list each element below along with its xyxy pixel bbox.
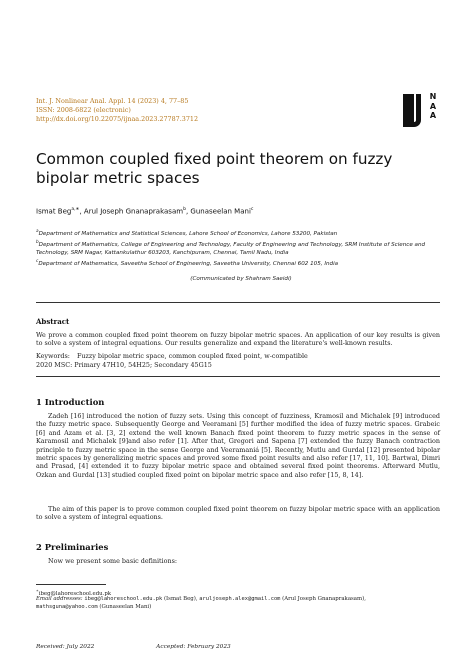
keywords-label: Keywords: bbox=[36, 352, 70, 360]
author-name: , Gunaseelan Mani bbox=[185, 207, 251, 216]
logo-letters: N A A bbox=[429, 92, 437, 120]
corresponding-author-note: ∗ibeg@lahoreschool.edu.pk bbox=[36, 588, 112, 597]
footnote-rule bbox=[36, 584, 106, 585]
author-superscript: b bbox=[183, 207, 186, 212]
divider bbox=[36, 376, 440, 377]
email-link[interactable]: ibeg@lahoreschool.edu.pk bbox=[84, 596, 163, 602]
abstract-text: We prove a common coupled fixed point theorem on fuzzy bipolar metric spaces. An application of our key results is given to solve a system of integral equations. Our results generalize and expand the literature's well-known results. bbox=[36, 331, 440, 348]
msc-classification: 2020 MSC: Primary 47H10, 54H25; Secondary 45G15 bbox=[36, 361, 212, 369]
intro-paragraph-2: The aim of this paper is to prove common coupled fixed point theorem on fuzzy bipolar metric space with an application to solve a system of integral equations. bbox=[36, 505, 440, 522]
preliminaries-paragraph: Now we present some basic definitions: bbox=[48, 557, 178, 565]
divider bbox=[36, 302, 440, 303]
keywords-list: Fuzzy bipolar metric space, common coupled fixed point, w-compatible bbox=[76, 352, 308, 360]
publication-dates bbox=[36, 644, 440, 650]
author-list bbox=[36, 207, 446, 215]
journal-issn: ISSN: 2008-6822 (electronic) bbox=[36, 106, 131, 115]
journal-doi-link[interactable]: http://dx.doi.org/10.22075/ijnaa.2023.27787.3712 bbox=[36, 115, 199, 124]
abstract-heading: Abstract bbox=[36, 317, 70, 326]
author-superscript: a,∗ bbox=[71, 207, 80, 212]
logo-mark-curve bbox=[409, 94, 421, 127]
journal-citation: Int. J. Nonlinear Anal. Appl. 14 (2023) 4, 77–85 bbox=[36, 97, 189, 105]
communicated-by: (Communicated by Shahram Saeidi) bbox=[190, 276, 292, 282]
section-heading-introduction: 1 Introduction bbox=[36, 397, 105, 407]
affiliation-a: $^a$Department of Mathematics and Statistical Sciences, Lahore School of Economics, Lahore 53200, Pakistan bbox=[36, 228, 338, 237]
journal-logo bbox=[403, 92, 439, 130]
received-date: Received: July 2022 bbox=[36, 644, 95, 650]
accepted-date: Accepted: February 2023 bbox=[156, 644, 231, 650]
journal-header bbox=[36, 97, 296, 125]
paper-title: Common coupled fixed point theorem on fuzzy bipolar metric spaces bbox=[36, 150, 393, 187]
email-link[interactable]: mathsguna@yahoo.com bbox=[36, 603, 98, 610]
affiliation-b: $^b$Department of Mathematics, College of Engineering and Technology, Faculty of Engineering and Technology, SRM Institute of Science and Technology, SRM Nagar, Kattankulathur 603203, Kanchipuram, Chennai, Tamil Nadu, India bbox=[36, 239, 426, 257]
keywords bbox=[36, 352, 440, 360]
author-superscript: c bbox=[250, 207, 254, 212]
email-link[interactable]: aruljoseph.alex@gmail.com bbox=[199, 596, 281, 602]
email-addresses: Email addresses: ibeg@lahoreschool.edu.pk (Ismat Beg), aruljoseph.alex@gmail.com (Arul Joseph Gnanaprakasam), mathsguna@yahoo.com (Gunaseelan Mani) bbox=[36, 596, 366, 610]
affiliation-c: $^c$Department of Mathematics, Saveetha School of Engineering, Saveetha University, Chennai 602 105, India bbox=[36, 258, 339, 267]
intro-paragraph-1: Zadeh [16] introduced the notion of fuzzy sets. Using this concept of fuzziness, Kramosil and Michalek [9] introduced the fuzzy metric space. Subsequently George and Veeramani [5] further modified the idea of fuzzy metric spaces. Grabeic [6] and Azam et al. [3, 2] extend the well known Banach fixed point theorem to fuzzy metric spaces in the sense of Karamosil and Michalek [9]and also refer [1]. After that, Gregori and Sapena [7] extended the fuzzy Banach contraction principle to fuzzy metric space in the sense George and Veeramaniá [5]. Recently, Mutlu and Gurdal [12] presented bipolar metric spaces by generalizing metric spaces and proved some fixed point results and also refer [17, 11, 10]. Bartwal, Dimri and Prasad, [4] extended it to fuzzy bipolar metric space and obtained several fixed point theorems. Afterward Mutlu, Ozkan and Gurdal [13] studied coupled fixed point on bipolar metric space and also refer [15, 8, 14]. bbox=[36, 412, 440, 479]
section-heading-preliminaries: 2 Preliminaries bbox=[36, 542, 109, 552]
author-name: Ismat Beg bbox=[36, 207, 72, 216]
author-name: , Arul Joseph Gnanaprakasam bbox=[79, 207, 184, 216]
